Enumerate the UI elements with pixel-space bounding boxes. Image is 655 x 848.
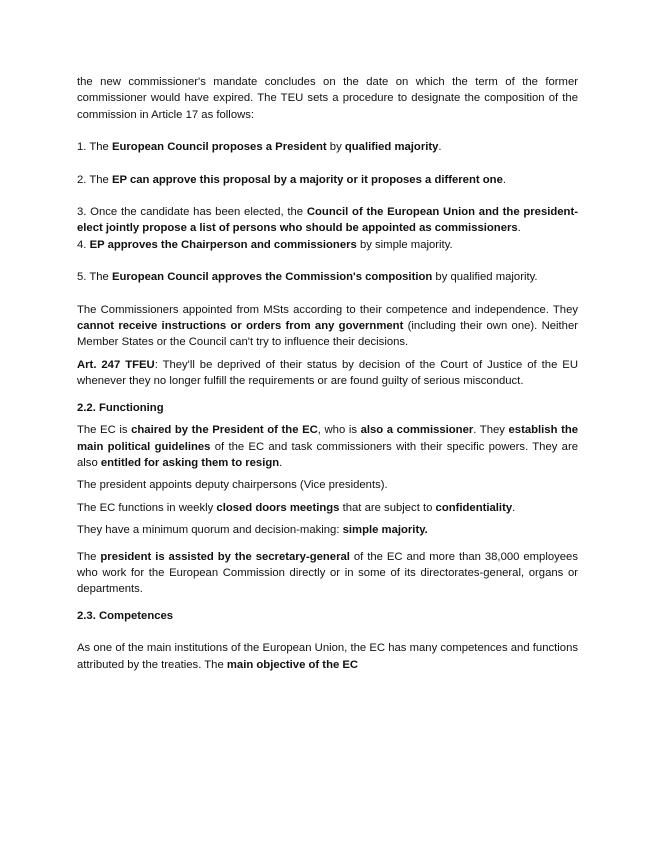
functioning-paragraph-3: The EC functions in weekly closed doors meetings that are subject to confidentiality. (77, 501, 516, 514)
functioning-heading: 2.2. Functioning (77, 401, 164, 414)
functioning-paragraph-5: The president is assisted by the secretary-general of the EC and more than 38,000 employees who work for the European Commission directly or in some of its directorates-general, organs or departments. (77, 550, 578, 596)
competences-heading: 2.3. Competences (77, 609, 174, 622)
art247-paragraph: Art. 247 TFEU: They'll be deprived of their status by decision of the Court of Justice of the EU whenever they no longer fulfill the requirements or are found guilty of serious misconduct. (77, 358, 578, 388)
step-4: 4. EP approves the Chairperson and commissioners by simple majority. (77, 238, 453, 251)
intro-paragraph: the new commissioner's mandate concludes on the date on which the term of the former commissioner would have expired. The TEU sets a procedure to designate the composition of the commission in Article 17 as follows: (77, 76, 578, 121)
competences-paragraph-1: As one of the main institutions of the European Union, the EC has many competences and functions attributed by the treaties. The main objective of the EC (77, 642, 578, 671)
commissioners-paragraph: The Commissioners appointed from MSts according to their competence and independence. They cannot receive instructions or orders from any government (including their own one). Neither Member States or the Council can't try to influence their decisions. (77, 303, 578, 349)
step-3: 3. Once the candidate has been elected, the Council of the European Union and the president-elect jointly propose a list of persons who should be appointed as commissioners. (77, 206, 578, 235)
document-page (77, 74, 578, 673)
functioning-paragraph-1: The EC is chaired by the President of the EC, who is also a commissioner. They establish the main political guidelines of the EC and task commissioners with their specific powers. They are also entitled for asking them to resign. (77, 424, 579, 469)
functioning-paragraph-4: They have a minimum quorum and decision-making: simple majority. (77, 524, 428, 537)
step-2: 2. The EP can approve this proposal by a majority or it proposes a different one. (77, 173, 506, 186)
functioning-paragraph-2: The president appoints deputy chairpersons (Vice presidents). (77, 479, 388, 492)
step-1: 1. The European Council proposes a President by qualified majority. (77, 141, 442, 154)
step-5: 5. The European Council approves the Commission's composition by qualified majority. (77, 271, 538, 284)
